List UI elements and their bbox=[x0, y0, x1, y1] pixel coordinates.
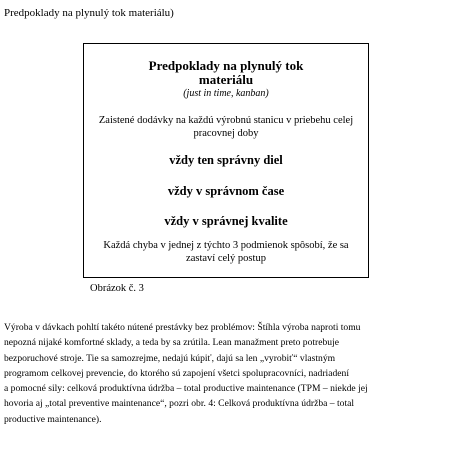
figure-outro-line-2: zastaví celý postup bbox=[186, 253, 266, 264]
figure-point-right-time: vždy v správnom čase bbox=[167, 184, 285, 198]
figure-title-line-2: materiálu bbox=[198, 72, 254, 87]
figure-point-right-part: vždy ten správny diel bbox=[169, 153, 283, 167]
figure-title-line-1: Predpoklady na plynulý tok bbox=[148, 58, 304, 73]
figure-intro bbox=[94, 114, 358, 140]
paragraph-line: programom celkovej prevencie, do ktorého sú zapojení všetci spolupracovníci, nadriadení bbox=[4, 367, 349, 379]
figure-caption: Obrázok č. 3 bbox=[90, 283, 144, 294]
figure-intro-line-2: pracovnej doby bbox=[193, 128, 259, 139]
paragraph-line: a pomocné sily: celková produktívna údržba – total productive maintenance (TPM – niekde jej bbox=[4, 383, 368, 395]
figure-outro bbox=[94, 239, 358, 265]
figure-intro-line-1: Zaistené dodávky na každú výrobnú stanicu v priebehu celej bbox=[98, 115, 354, 126]
paragraph-line: bezporuchové stroje. Tie sa samozrejme, nedajú kúpiť, dajú sa len „vyrobiť“ vlastným bbox=[4, 352, 336, 364]
paragraph-line: nepozná nijaké komfortné sklady, a teda by sa zrútila. Lean manažment preto potrebuje bbox=[4, 337, 340, 349]
paragraph-line: hovoria aj „total preventive maintenance“, pozri obr. 4: Celková produktívna údržba – total bbox=[4, 398, 355, 410]
paragraph-line: productive maintenance). bbox=[4, 413, 102, 425]
figure-title bbox=[84, 59, 368, 87]
figure-point-right-quality: vždy v správnej kvalite bbox=[164, 214, 288, 228]
document-heading: Predpoklady na plynulý tok materiálu) bbox=[4, 7, 174, 19]
figure-box bbox=[83, 43, 369, 278]
figure-outro-line-1: Každá chyba v jednej z týchto 3 podmienok spôsobí, že sa bbox=[103, 240, 349, 251]
figure-subtitle: (just in time, kanban) bbox=[183, 88, 269, 99]
paragraph-line: Výroba v dávkach pohltí takéto nútené prestávky bez problémov: Štíhla výroba naproti tomu bbox=[4, 322, 361, 333]
body-paragraph bbox=[4, 320, 452, 427]
